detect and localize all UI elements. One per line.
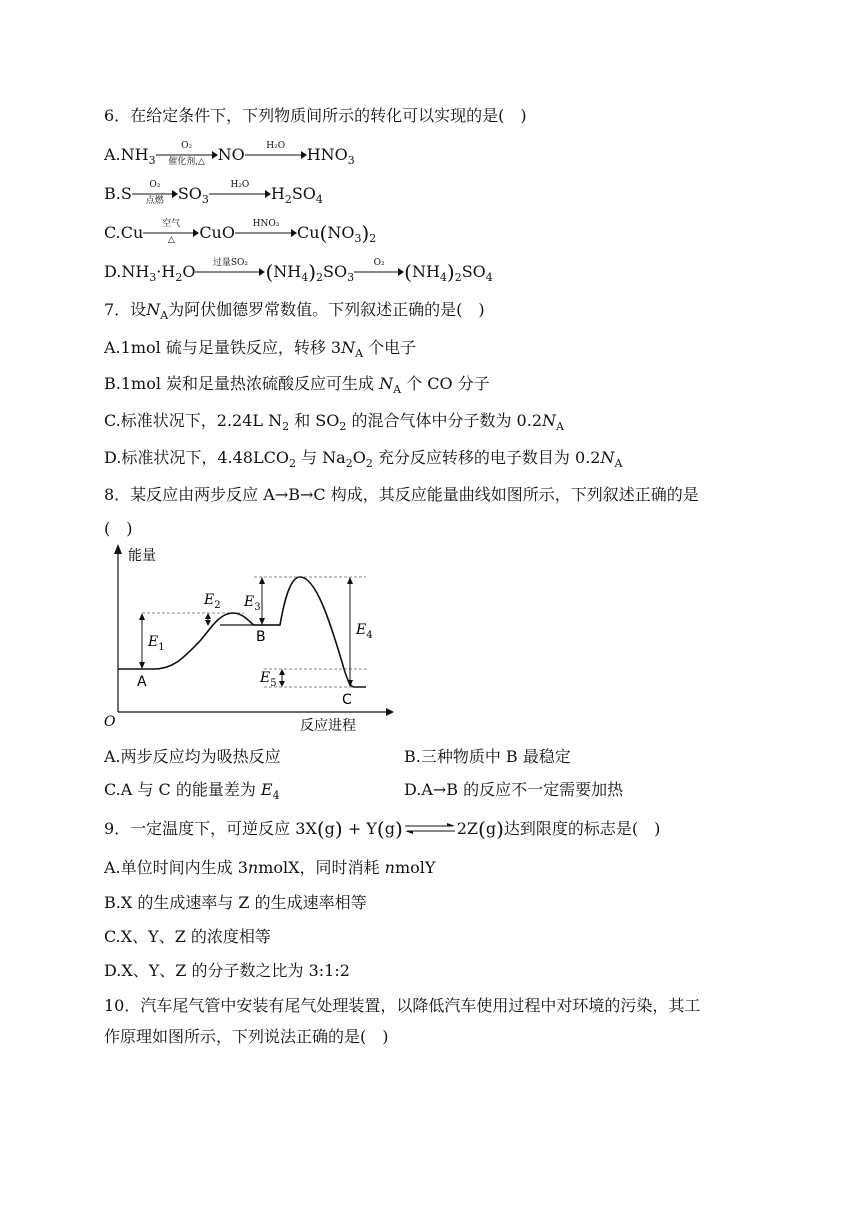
left-paren: ( bbox=[319, 221, 328, 245]
q6-stem: 6．在给定条件下，下列物质间所示的转化可以实现的是( ) bbox=[104, 106, 527, 125]
option-text: 个 CO 分子 bbox=[406, 374, 490, 393]
arrow-top-label: 过量SO₂ bbox=[212, 258, 249, 268]
state-g: g bbox=[324, 819, 335, 838]
symbol-n: N bbox=[600, 448, 615, 467]
formula-text: HNO bbox=[306, 145, 348, 164]
subscript: 4 bbox=[315, 193, 323, 206]
subscript: 2 bbox=[339, 420, 347, 433]
left-paren: ( bbox=[316, 817, 325, 841]
arrow-icon bbox=[209, 189, 271, 199]
stem-text: 7．设 bbox=[104, 300, 147, 319]
subscript: 2 bbox=[365, 457, 373, 470]
formula-text: CuO bbox=[199, 223, 235, 242]
arrowhead-icon bbox=[139, 613, 145, 620]
x-axis-arrow-icon bbox=[386, 708, 394, 716]
stem-text: 9．一定温度下，可逆反应 3X bbox=[104, 819, 317, 838]
right-paren: ) bbox=[496, 817, 504, 841]
q6-option-a bbox=[104, 143, 355, 173]
right-paren: ) bbox=[394, 817, 403, 841]
option-text: D.标准状况下，4.48LCO bbox=[104, 448, 289, 467]
point-c-label: C bbox=[342, 692, 352, 708]
right-paren: ) bbox=[308, 260, 317, 284]
subscript: A bbox=[393, 383, 402, 396]
q8-option-d: D.A→B 的反应不一定需要加热 bbox=[404, 780, 624, 799]
subscript: 4 bbox=[439, 271, 447, 284]
arrowhead-icon bbox=[279, 669, 285, 675]
e1-label: $E_1$ bbox=[148, 634, 165, 653]
subscript: A bbox=[556, 420, 564, 433]
reaction-arrow bbox=[132, 182, 178, 206]
formula-text: Cu bbox=[296, 223, 320, 242]
option-text: 充分反应转移的电子数目为 0.2 bbox=[377, 448, 601, 467]
option-text: C.A 与 C 的能量差为 bbox=[104, 780, 256, 799]
option-text: A.单位时间内生成 3 bbox=[104, 858, 248, 877]
q8-stem-line2: ( ) bbox=[104, 519, 133, 538]
left-paren: ( bbox=[265, 260, 274, 284]
arrow-icon bbox=[235, 228, 297, 238]
formula-text: SO bbox=[323, 262, 348, 281]
reaction-arrow bbox=[354, 260, 404, 284]
q8-stem-line1: 8．某反应由两步反应 A→B→C 构成，其反应能量曲线如图所示，下列叙述正确的是 bbox=[104, 485, 699, 504]
arrowhead-icon bbox=[279, 681, 285, 687]
x-axis-label: 反应进程 bbox=[300, 718, 356, 734]
formula-text: NH bbox=[411, 262, 440, 281]
option-text: C.标准状况下，2.24L N bbox=[104, 411, 283, 430]
q9-option-b: B.X 的生成速率与 Z 的生成速率相等 bbox=[104, 893, 367, 912]
stem-text: 2Z bbox=[456, 819, 479, 838]
subscript: 2 bbox=[288, 457, 296, 470]
reaction-arrow bbox=[209, 182, 271, 206]
subscript: 4 bbox=[272, 789, 280, 802]
symbol-n: N bbox=[542, 411, 557, 430]
q8-option-a: A.两步反应均为吸热反应 bbox=[104, 747, 281, 766]
option-label: B. bbox=[104, 184, 121, 203]
e2-label: $E_2$ bbox=[204, 592, 221, 611]
q6-option-d bbox=[104, 260, 493, 290]
subscript: 3 bbox=[201, 193, 209, 206]
formula-text: SO bbox=[291, 184, 316, 203]
equilibrium-arrow-icon bbox=[403, 823, 457, 835]
option-text: A.1mol 硫与足量铁反应，转移 3 bbox=[104, 338, 342, 357]
q9-option-c: C.X、Y、Z 的浓度相等 bbox=[104, 927, 271, 946]
arrow-icon bbox=[354, 267, 404, 277]
q6-option-b bbox=[104, 182, 323, 212]
arrowhead-icon bbox=[205, 613, 211, 619]
stem-text: 为阿伏伽德罗常数值。下列叙述正确的是( ) bbox=[168, 300, 485, 319]
option-text: 个电子 bbox=[368, 338, 417, 357]
option-text: molY bbox=[394, 858, 436, 877]
reaction-arrow bbox=[156, 143, 218, 167]
y-axis-label: 能量 bbox=[128, 548, 156, 564]
formula-text: NH bbox=[121, 262, 150, 281]
arrow-icon bbox=[195, 267, 265, 277]
option-label: D. bbox=[104, 262, 122, 281]
subscript: 3 bbox=[354, 232, 362, 245]
subscript: 3 bbox=[149, 271, 157, 284]
formula-text: NO bbox=[217, 145, 245, 164]
formula-text: NH bbox=[273, 262, 302, 281]
left-paren: ( bbox=[478, 817, 486, 841]
reaction-arrow bbox=[245, 143, 307, 167]
origin-label: O bbox=[104, 714, 116, 730]
stem-text: 达到限度的标志是( ) bbox=[503, 819, 661, 838]
arrowhead-icon bbox=[205, 620, 211, 626]
formula-text: SO bbox=[177, 184, 202, 203]
formula-text: ·H bbox=[156, 262, 176, 281]
stem-text: + Y bbox=[347, 819, 377, 838]
subscript: A bbox=[160, 309, 169, 322]
option-label: C. bbox=[104, 223, 121, 242]
arrow-top-label: HNO₃ bbox=[252, 219, 280, 229]
formula-text: Cu bbox=[120, 223, 144, 242]
subscript: 2 bbox=[369, 232, 377, 245]
arrow-top-label: O₂ bbox=[181, 141, 193, 151]
arrow-top-label: H₂O bbox=[230, 180, 250, 190]
e4-label: $E_4$ bbox=[356, 622, 373, 641]
symbol-n: N bbox=[146, 300, 161, 319]
q9-option-a bbox=[104, 856, 435, 880]
q6-option-c bbox=[104, 221, 376, 251]
point-a-label: A bbox=[137, 674, 147, 690]
energy-curve bbox=[118, 577, 366, 687]
subscript: 2 bbox=[345, 457, 353, 470]
arrow-bottom-label: 催化剂,△ bbox=[168, 157, 205, 167]
point-b-label: B bbox=[256, 629, 266, 645]
arrow-top-label: O₂ bbox=[373, 258, 385, 268]
q9-option-d: D.X、Y、Z 的分子数之比为 3:1:2 bbox=[104, 961, 350, 980]
arrowhead-icon bbox=[139, 662, 145, 669]
symbol-n: n bbox=[384, 858, 395, 877]
q7-stem bbox=[104, 298, 485, 328]
formula-text: SO bbox=[461, 262, 486, 281]
arrow-bottom-label: 点燃 bbox=[145, 196, 164, 206]
q10-stem-line1: 10．汽车尾气管中安装有尾气处理装置，以降低汽车使用过程中对环境的污染，其工 bbox=[104, 996, 701, 1015]
q7-option-c bbox=[104, 409, 564, 439]
formula-text: S bbox=[120, 184, 132, 203]
subscript: 2 bbox=[175, 271, 183, 284]
q10-stem-line2: 作原理如图所示，下列说法正确的是( ) bbox=[104, 1027, 389, 1046]
option-label: A. bbox=[104, 145, 121, 164]
e5-label: $E_5$ bbox=[260, 670, 277, 689]
option-text: 和 SO bbox=[294, 411, 340, 430]
subscript: 3 bbox=[347, 154, 355, 167]
subscript: 2 bbox=[284, 193, 292, 206]
subscript: 2 bbox=[316, 271, 324, 284]
subscript: 3 bbox=[148, 154, 156, 167]
state-g: g bbox=[384, 819, 395, 838]
subscript: A bbox=[355, 347, 364, 360]
subscript: A bbox=[614, 457, 623, 470]
y-axis-arrow-icon bbox=[114, 544, 122, 554]
symbol-n: N bbox=[379, 374, 394, 393]
arrowhead-icon bbox=[259, 618, 265, 625]
option-text: O bbox=[352, 448, 366, 467]
formula-text: NH bbox=[120, 145, 149, 164]
option-text: B.1mol 炭和足量热浓硫酸反应可生成 bbox=[104, 374, 375, 393]
arrow-top-label: H₂O bbox=[266, 141, 286, 151]
option-text: 与 Na bbox=[301, 448, 346, 467]
subscript: 3 bbox=[347, 271, 355, 284]
subscript: 2 bbox=[454, 271, 462, 284]
q9-stem bbox=[104, 817, 660, 841]
arrowhead-icon bbox=[347, 577, 353, 584]
subscript: 4 bbox=[485, 271, 493, 284]
left-paren: ( bbox=[376, 817, 385, 841]
q8-option-b: B.三种物质中 B 最稳定 bbox=[404, 747, 571, 766]
q7-option-d bbox=[104, 446, 622, 476]
formula-text: H bbox=[270, 184, 285, 203]
reaction-arrow bbox=[235, 221, 297, 245]
right-paren: ) bbox=[361, 221, 370, 245]
symbol-e: E bbox=[260, 780, 273, 799]
symbol-n: n bbox=[247, 858, 259, 877]
equilibrium-arrow bbox=[403, 817, 457, 841]
right-paren: ) bbox=[334, 817, 343, 841]
arrow-bottom-label: △ bbox=[167, 235, 175, 245]
option-text: 的混合气体中分子数为 0.2 bbox=[351, 411, 543, 430]
option-text: molX，同时消耗 bbox=[258, 858, 380, 877]
q7-option-b bbox=[104, 372, 490, 402]
state-g: g bbox=[485, 819, 497, 838]
subscript: 4 bbox=[301, 271, 309, 284]
formula-text: NO bbox=[327, 223, 355, 242]
reaction-arrow bbox=[195, 260, 265, 284]
q7-option-a bbox=[104, 336, 416, 366]
subscript: 2 bbox=[282, 420, 290, 433]
reaction-arrow bbox=[143, 221, 199, 245]
arrow-top-label: 空气 bbox=[162, 219, 181, 229]
q8-option-c bbox=[104, 778, 280, 808]
symbol-n: N bbox=[341, 338, 356, 357]
left-paren: ( bbox=[404, 260, 412, 284]
formula-text: O bbox=[182, 262, 196, 281]
energy-diagram bbox=[104, 542, 394, 737]
arrow-top-label: O₂ bbox=[149, 180, 161, 190]
arrowhead-icon bbox=[259, 577, 265, 584]
e3-label: $E_3$ bbox=[244, 594, 261, 613]
arrow-icon bbox=[245, 150, 307, 160]
right-paren: ) bbox=[446, 260, 455, 284]
